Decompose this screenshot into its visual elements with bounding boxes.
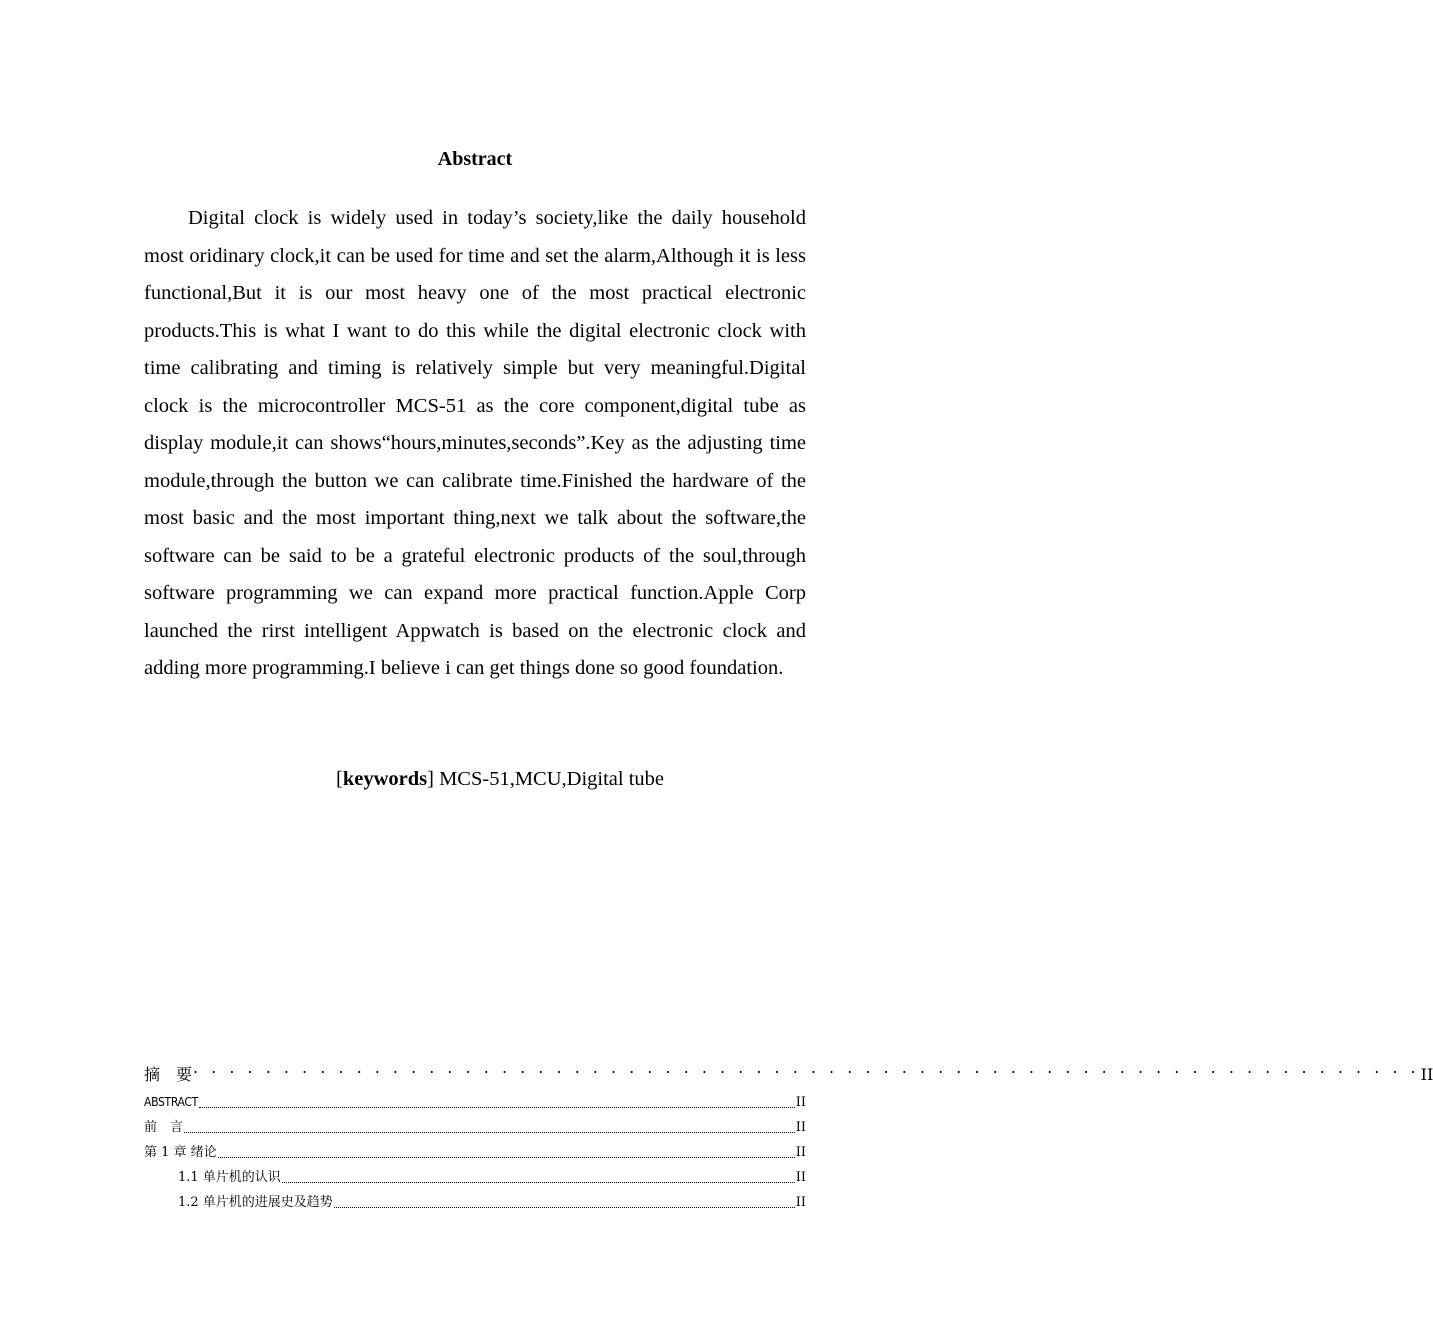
toc-entry-section-1-1[interactable]	[144, 1165, 806, 1190]
toc-dot-leader	[334, 1206, 795, 1208]
toc-dot-leader	[199, 1106, 795, 1108]
keywords-label: keywords	[342, 768, 428, 790]
toc-entry-abstract-cn[interactable]	[144, 1058, 1433, 1090]
keywords-line	[0, 762, 1000, 796]
toc-entry-label: 1.2 单片机的进展史及趋势	[178, 1195, 333, 1210]
table-of-contents	[144, 1058, 1433, 1215]
toc-entry-chapter-1[interactable]	[144, 1140, 806, 1165]
toc-entry-label: 摘 要	[144, 1065, 193, 1084]
toc-entry-label: 1.1 单片机的认识	[178, 1170, 281, 1185]
toc-dot-leader	[282, 1181, 795, 1183]
toc-entry-page: II	[795, 1195, 806, 1210]
keywords-close-bracket: ]	[427, 768, 434, 790]
keywords-open-bracket: [	[335, 768, 343, 790]
toc-entry-page: II	[795, 1170, 806, 1185]
toc-entry-page: II	[795, 1095, 806, 1110]
toc-entry-section-1-2[interactable]	[144, 1190, 806, 1215]
abstract-title: Abstract	[437, 148, 513, 170]
toc-entry-abstract-en[interactable]	[144, 1090, 806, 1115]
abstract-body: Digital clock is widely used in today’s society,like the daily household most oridinary clock,it can be used for time and set the alarm,Although it is less functional,But it is our most heavy one of the most practical electronic products.This is what I want to do this while the digital electronic clock with time calibrating and timing is relatively simple but very meaningful.Digital clock is the microcontroller MCS-51 as the core component,digital tube as display module,it can shows“hours,minutes,seconds”.Key as the adjusting time module,through the button we can calibrate time.Finished the hardware of the most basic and the most important thing,next we talk about the software,the software can be said to be a grateful electronic products of the soul,through software programming we can expand more practical function.Apple Corp launched the rirst intelligent Appwatch is based on the electronic clock and adding more programming.I believe i can get things done so good foundation.	[144, 207, 806, 679]
toc-dot-leader	[218, 1156, 795, 1158]
toc-entry-page: II	[795, 1120, 806, 1135]
toc-dot-leader: . . . . . . . . . . . . . . . . . . . . . . . . . . . . . . . . . . . . . . . . . . . . . . . . . . . . . . . . . . . . . . . . . . . .	[193, 1058, 1420, 1077]
toc-entry-label: ABSTRACT	[144, 1095, 198, 1109]
toc-entry-page: II	[1420, 1065, 1433, 1084]
toc-entry-page: II	[795, 1145, 806, 1160]
keywords-values: MCS-51,MCU,Digital tube	[433, 768, 665, 790]
toc-entry-label: 前 言	[144, 1120, 184, 1135]
toc-entry-preface[interactable]	[144, 1115, 806, 1140]
toc-dot-leader	[184, 1131, 795, 1133]
toc-entry-label: 第 1 章 绪论	[144, 1145, 217, 1160]
